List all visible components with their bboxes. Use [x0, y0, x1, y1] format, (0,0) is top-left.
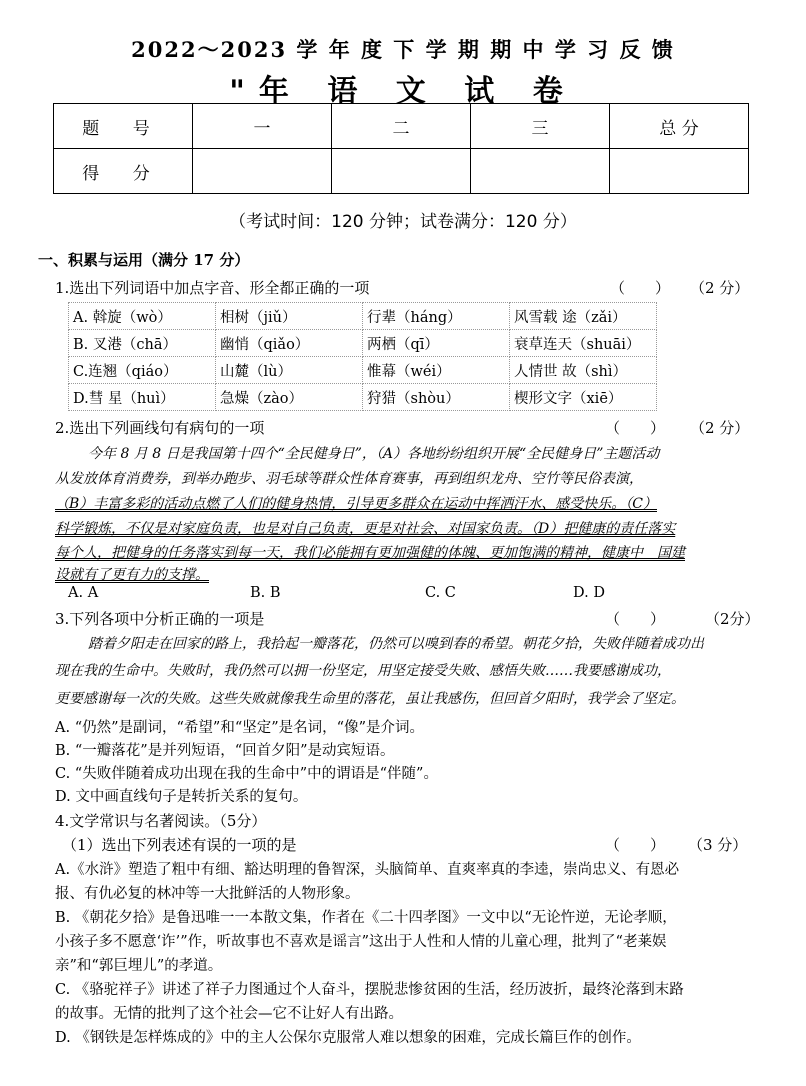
score-cell: 题 号	[54, 104, 193, 149]
question-score: （2 分）	[690, 419, 750, 437]
score-input-cell[interactable]	[610, 149, 749, 194]
option-cell: 相树（jiǔ）	[216, 303, 363, 330]
choice-line: C. 《骆驼祥子》讲述了祥子力图通过个人奋斗，摆脱悲惨贫困的生活，经历波折，最终沦落到末路	[55, 982, 684, 998]
passage-line: 每个人，把健身的任务落实到每一天，我们必能拥有更加强健的体魄、更加饱满的精神，健康中 国建	[55, 545, 685, 561]
answer-bracket[interactable]: （ ）	[610, 279, 671, 297]
option-cell: 人情世 故（shì）	[510, 357, 657, 384]
passage-line: 踏着夕阳走在回家的路上，我拾起一瓣落花，仍然可以嗅到春的希望。朝花夕拾，失败伴随着成功出	[88, 636, 704, 652]
option-row	[69, 384, 657, 411]
option-row	[69, 330, 657, 357]
choice-d: D. D	[573, 585, 605, 601]
question-stem: 4.文学常识与名著阅读。（5分）	[55, 812, 267, 830]
score-cell: 得 分	[54, 149, 193, 194]
question-stem: 2.选出下列画线句有病句的一项	[55, 419, 265, 437]
choice-line: B. 《朝花夕拾》是鲁迅唯一一本散文集，作者在《二十四孝图》一文中以“无论忤逆，无论孝顺，	[55, 910, 677, 926]
section-title: 一、积累与运用（满分 17 分）	[38, 251, 250, 269]
sub-question-stem: （1）选出下列表述有误的一项的是	[62, 836, 297, 854]
option-cell: 风雪载 途（zǎi）	[510, 303, 657, 330]
passage-line: 今年 8 月 8 日是我国第十四个“全民健身日”，（A）各地纷纷组织开展“全民健身日”主题活动	[88, 446, 660, 462]
choice-line: 小孩子多不愿意‘诈’”作，听故事也不喜欢是谣言”这出于人性和人情的儿童心理，批判了“老莱娱	[55, 934, 667, 950]
option-cell: 狩猎（shòu）	[363, 384, 510, 411]
passage-line: 现在我的生命中。失败时，我仍然可以拥一份坚定，用坚定接受失败、感悟失败……我要感谢成功，	[55, 663, 671, 679]
answer-bracket[interactable]: （ ）	[605, 610, 666, 628]
option-row	[69, 357, 657, 384]
passage-line: 更要感谢每一次的失败。这些失败就像我生命里的落花，虽让我感伤，但回首夕阳时，我学会了坚定。	[55, 691, 685, 707]
answer-bracket[interactable]: （ ）	[605, 419, 666, 437]
choice-b: B. B	[250, 585, 281, 601]
exam-info: （考试时间：120 分钟；试卷满分：120 分）	[229, 212, 577, 232]
question-stem: 3.下列各项中分析正确的一项是	[55, 610, 265, 628]
option-cell: C.连翘（qiáo）	[69, 357, 216, 384]
question-score: （3 分）	[688, 836, 748, 854]
choice-line: 报、有仇必复的林冲等一大批鲜活的人物形象。	[55, 886, 360, 902]
score-cell: 总 分	[610, 104, 749, 149]
score-input-cell[interactable]	[471, 149, 610, 194]
score-table	[53, 103, 749, 194]
passage-line: （B）丰富多彩的活动点燃了人们的健身热情，引导更多群众在运动中挥洒汗水、感受快乐。（C）	[55, 496, 657, 512]
answer-bracket[interactable]: （ ）	[605, 836, 666, 854]
option-row	[69, 303, 657, 330]
title-line-2: "年 语 文 试 卷	[229, 74, 577, 109]
choice-line: A.《水浒》塑造了粗中有细、豁达明理的鲁智深，头脑简单、直爽率真的李逵，崇尚忠义、有恩必	[55, 862, 680, 878]
choice-c: C. “失败伴随着成功出现在我的生命中”中的谓语是“伴随”。	[55, 766, 438, 782]
choice-a: A. A	[68, 585, 99, 601]
word-options-table	[68, 302, 657, 411]
option-cell: 幽悄（qiǎo）	[216, 330, 363, 357]
option-cell: 楔形文字（xiē）	[510, 384, 657, 411]
option-cell: 急燥（zào）	[216, 384, 363, 411]
choice-d: D. 文中画直线句子是转折关系的复句。	[55, 789, 308, 805]
question-stem: 1.选出下列词语中加点字音、形全都正确的一项	[55, 279, 370, 297]
score-cell: 一	[193, 104, 332, 149]
score-input-cell[interactable]	[332, 149, 471, 194]
choice-b: B. “一瓣落花”是并列短语，“回首夕阳”是动宾短语。	[55, 743, 395, 759]
option-cell: D.彗 星（huì）	[69, 384, 216, 411]
option-cell: 行辈（háng）	[363, 303, 510, 330]
choice-line: 亲”和“郭巨埋儿”的孝道。	[55, 958, 223, 974]
choice-line: D. 《钢铁是怎样炼成的》中的主人公保尔克服常人难以想象的困难，完成长篇巨作的创作。	[55, 1030, 641, 1046]
choice-a: A. “仍然”是副词，“希望”和“坚定”是名词，“像”是介词。	[55, 720, 424, 736]
option-cell: 衰草连天（shuāi）	[510, 330, 657, 357]
title-line-1: 2022～2023 学 年 度 下 学 期 期 中 学 习 反 馈	[131, 37, 675, 62]
option-cell: B. 叉港（chā）	[69, 330, 216, 357]
passage-line: 科学锻炼，不仅是对家庭负责，也是对自己负责，更是对社会、对国家负责。（D）把健康的责任落实	[55, 521, 676, 537]
option-cell: 山麓（lù）	[216, 357, 363, 384]
option-cell: 惟幕（wéi）	[363, 357, 510, 384]
choice-c: C. C	[425, 585, 456, 601]
score-cell: 三	[471, 104, 610, 149]
question-score: （2 分）	[690, 279, 750, 297]
question-score: （2分）	[705, 610, 760, 628]
passage-line: 设就有了更有力的支撑。	[55, 567, 209, 583]
score-cell: 二	[332, 104, 471, 149]
choice-line: 的故事。无情的批判了这个社会—它不让好人有出路。	[55, 1006, 403, 1022]
option-cell: A. 斡旋（wò）	[69, 303, 216, 330]
option-cell: 两栖（qī）	[363, 330, 510, 357]
score-table-row-header	[54, 104, 749, 149]
score-table-row-score	[54, 149, 749, 194]
score-input-cell[interactable]	[193, 149, 332, 194]
passage-line: 从发放体育消费券，到举办跑步、羽毛球等群众性体育赛事，再到组织龙舟、空竹等民俗表演，	[55, 471, 643, 487]
